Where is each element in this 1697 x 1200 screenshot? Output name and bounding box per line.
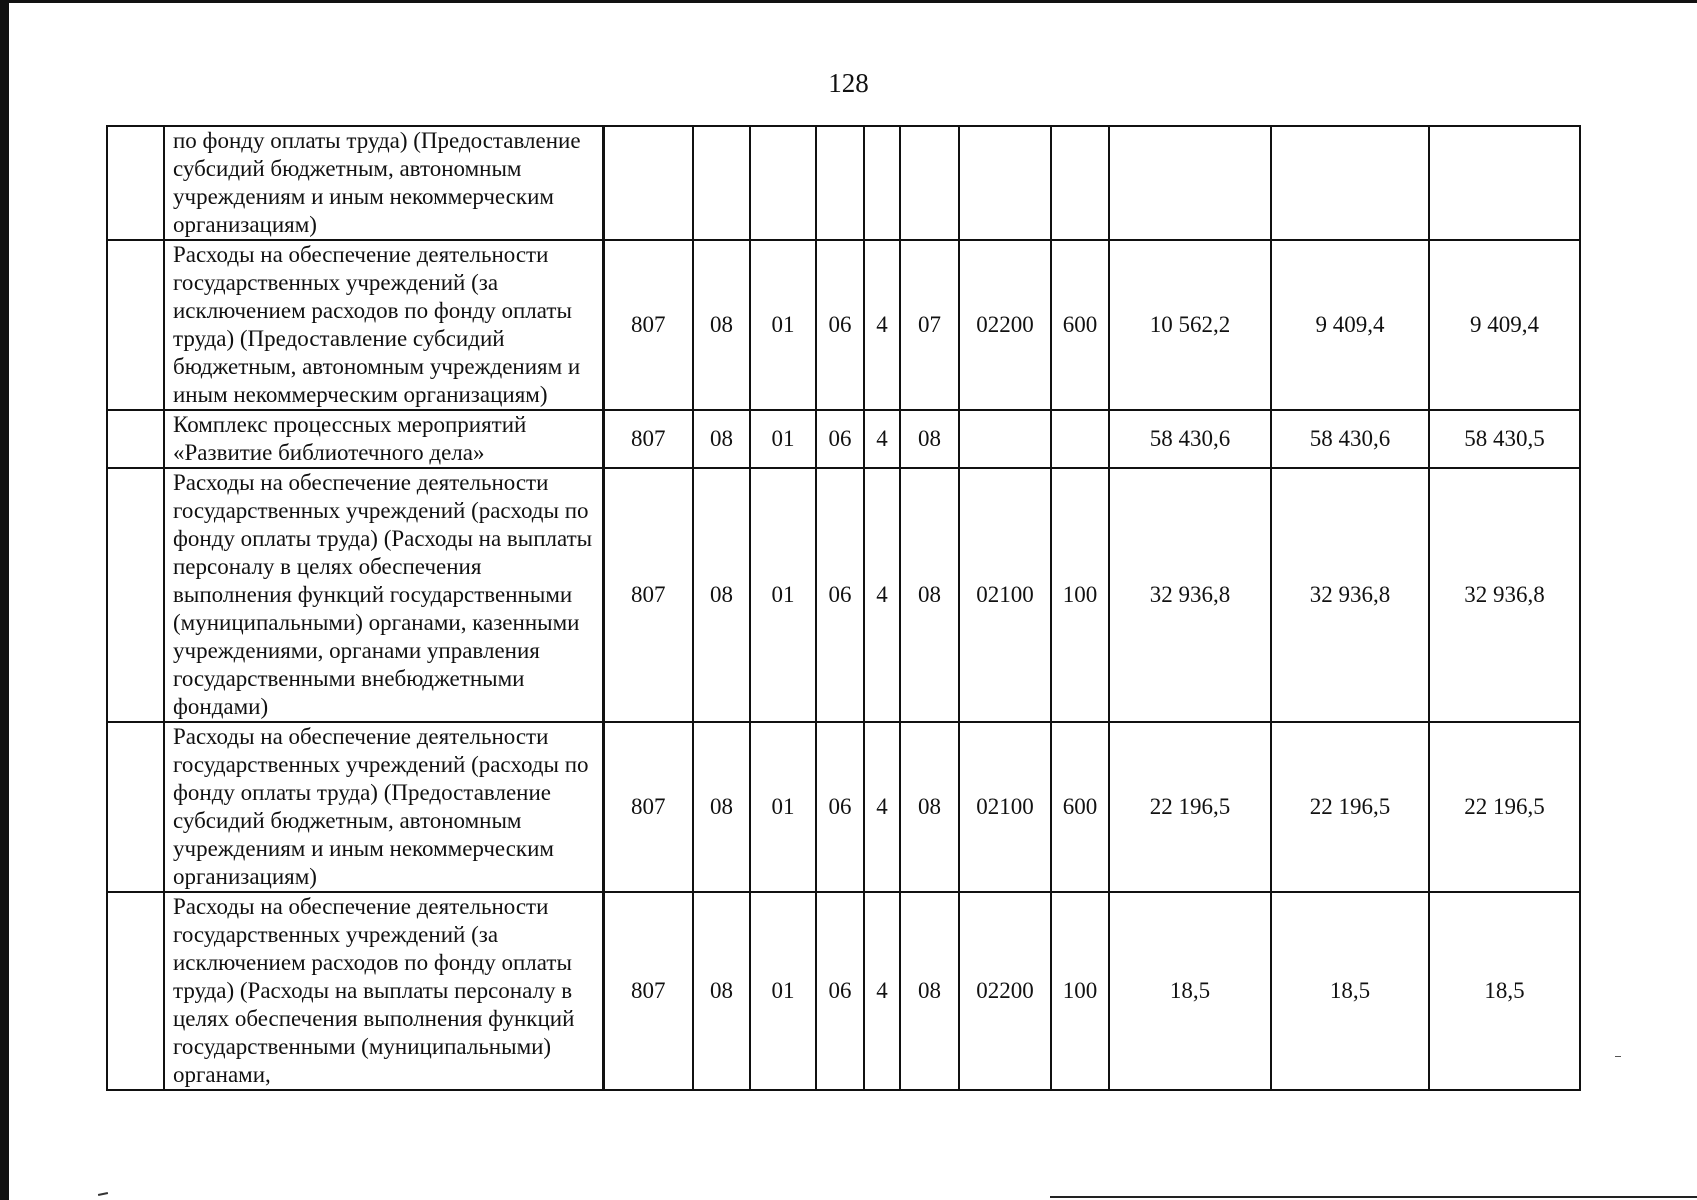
table-row bbox=[107, 892, 1580, 1090]
expense-type-cell: 600 bbox=[1051, 722, 1109, 892]
section-cell: 08 bbox=[693, 892, 750, 1090]
target-direction-cell: 02200 bbox=[959, 240, 1051, 410]
target-type-cell: 4 bbox=[864, 410, 900, 468]
target-subprogram-cell: 08 bbox=[900, 722, 959, 892]
section-cell: 08 bbox=[693, 722, 750, 892]
target-program-cell: 06 bbox=[816, 468, 864, 722]
amount-year-1 bbox=[1109, 126, 1271, 240]
target-direction-cell: 02100 bbox=[959, 468, 1051, 722]
page-number: 128 bbox=[828, 68, 869, 98]
section-cell: 08 bbox=[693, 240, 750, 410]
amount-year-3: 58 430,5 bbox=[1429, 410, 1580, 468]
table-row bbox=[107, 410, 1580, 468]
target-program-cell: 06 bbox=[816, 410, 864, 468]
amount-year-1: 18,5 bbox=[1109, 892, 1271, 1090]
amount-year-2: 9 409,4 bbox=[1271, 240, 1429, 410]
subsection-cell: 01 bbox=[750, 410, 816, 468]
target-type-cell: 4 bbox=[864, 892, 900, 1090]
row-number-cell bbox=[107, 240, 164, 410]
table-row bbox=[107, 240, 1580, 410]
row-number-cell bbox=[107, 468, 164, 722]
row-number-cell bbox=[107, 126, 164, 240]
section-cell: 08 bbox=[693, 468, 750, 722]
ved-cell: 807 bbox=[603, 468, 693, 722]
expense-type-cell: 100 bbox=[1051, 468, 1109, 722]
expense-type-cell bbox=[1051, 126, 1109, 240]
ved-cell: 807 bbox=[603, 240, 693, 410]
scan-border-left bbox=[0, 0, 9, 1200]
ved-cell: 807 bbox=[603, 410, 693, 468]
ved-cell: 807 bbox=[603, 722, 693, 892]
expense-type-cell bbox=[1051, 410, 1109, 468]
subsection-cell: 01 bbox=[750, 892, 816, 1090]
row-number-cell bbox=[107, 892, 164, 1090]
amount-year-3: 18,5 bbox=[1429, 892, 1580, 1090]
target-subprogram-cell: 08 bbox=[900, 892, 959, 1090]
row-number-cell bbox=[107, 722, 164, 892]
target-program-cell: 06 bbox=[816, 892, 864, 1090]
row-description: Расходы на обеспечение деятельности государственных учреждений (за исключением расходов по фонду оплаты труда) (Расходы на выплаты персоналу в целях обеспечения выполнения функций государственными (муниципальными) органами, bbox=[164, 892, 603, 1090]
expense-type-cell: 100 bbox=[1051, 892, 1109, 1090]
target-subprogram-cell: 08 bbox=[900, 410, 959, 468]
amount-year-2: 22 196,5 bbox=[1271, 722, 1429, 892]
amount-year-1: 10 562,2 bbox=[1109, 240, 1271, 410]
subsection-cell: 01 bbox=[750, 468, 816, 722]
target-direction-cell: 02200 bbox=[959, 892, 1051, 1090]
subsection-cell: 01 bbox=[750, 722, 816, 892]
target-program-cell: 06 bbox=[816, 240, 864, 410]
target-program-cell: 06 bbox=[816, 722, 864, 892]
target-type-cell: 4 bbox=[864, 240, 900, 410]
amount-year-3: 22 196,5 bbox=[1429, 722, 1580, 892]
target-type-cell: 4 bbox=[864, 722, 900, 892]
subsection-cell bbox=[750, 126, 816, 240]
amount-year-3: 9 409,4 bbox=[1429, 240, 1580, 410]
row-description: Расходы на обеспечение деятельности государственных учреждений (расходы по фонду оплаты труда) (Расходы на выплаты персоналу в целях обеспечения выполнения функций государственными (муниципальными) органами, казенными учреждениями, органами управления государственными внебюджетными фондами) bbox=[164, 468, 603, 722]
amount-year-3: 32 936,8 bbox=[1429, 468, 1580, 722]
amount-year-2: 32 936,8 bbox=[1271, 468, 1429, 722]
table-row bbox=[107, 468, 1580, 722]
target-subprogram-cell: 07 bbox=[900, 240, 959, 410]
amount-year-1: 32 936,8 bbox=[1109, 468, 1271, 722]
target-direction-cell: 02100 bbox=[959, 722, 1051, 892]
scan-border-bottom bbox=[1050, 1196, 1697, 1198]
section-cell: 08 bbox=[693, 410, 750, 468]
scan-dash bbox=[1615, 1056, 1621, 1057]
target-subprogram-cell bbox=[900, 126, 959, 240]
scan-border-top bbox=[0, 0, 1697, 3]
section-cell bbox=[693, 126, 750, 240]
amount-year-1: 58 430,6 bbox=[1109, 410, 1271, 468]
target-direction-cell bbox=[959, 126, 1051, 240]
amount-year-2: 18,5 bbox=[1271, 892, 1429, 1090]
budget-table bbox=[106, 125, 1581, 1091]
amount-year-3 bbox=[1429, 126, 1580, 240]
amount-year-2: 58 430,6 bbox=[1271, 410, 1429, 468]
target-type-cell bbox=[864, 126, 900, 240]
expense-type-cell: 600 bbox=[1051, 240, 1109, 410]
scan-speck bbox=[98, 1192, 108, 1196]
row-description: Расходы на обеспечение деятельности государственных учреждений (за исключением расходов по фонду оплаты труда) (Предоставление субсидий бюджетным, автономным учреждениям и иным некоммерческим организациям) bbox=[164, 240, 603, 410]
ved-cell bbox=[603, 126, 693, 240]
row-description: Комплекс процессных мероприятий «Развитие библиотечного дела» bbox=[164, 410, 603, 468]
target-program-cell bbox=[816, 126, 864, 240]
row-number-cell bbox=[107, 410, 164, 468]
ved-cell: 807 bbox=[603, 892, 693, 1090]
amount-year-2 bbox=[1271, 126, 1429, 240]
target-direction-cell bbox=[959, 410, 1051, 468]
row-description: по фонду оплаты труда) (Предоставление субсидий бюджетным, автономным учреждениям и иным некоммерческим организациям) bbox=[164, 126, 603, 240]
row-description: Расходы на обеспечение деятельности государственных учреждений (расходы по фонду оплаты труда) (Предоставление субсидий бюджетным, автономным учреждениям и иным некоммерческим организациям) bbox=[164, 722, 603, 892]
subsection-cell: 01 bbox=[750, 240, 816, 410]
amount-year-1: 22 196,5 bbox=[1109, 722, 1271, 892]
table-row bbox=[107, 722, 1580, 892]
target-subprogram-cell: 08 bbox=[900, 468, 959, 722]
target-type-cell: 4 bbox=[864, 468, 900, 722]
table-row bbox=[107, 126, 1580, 240]
